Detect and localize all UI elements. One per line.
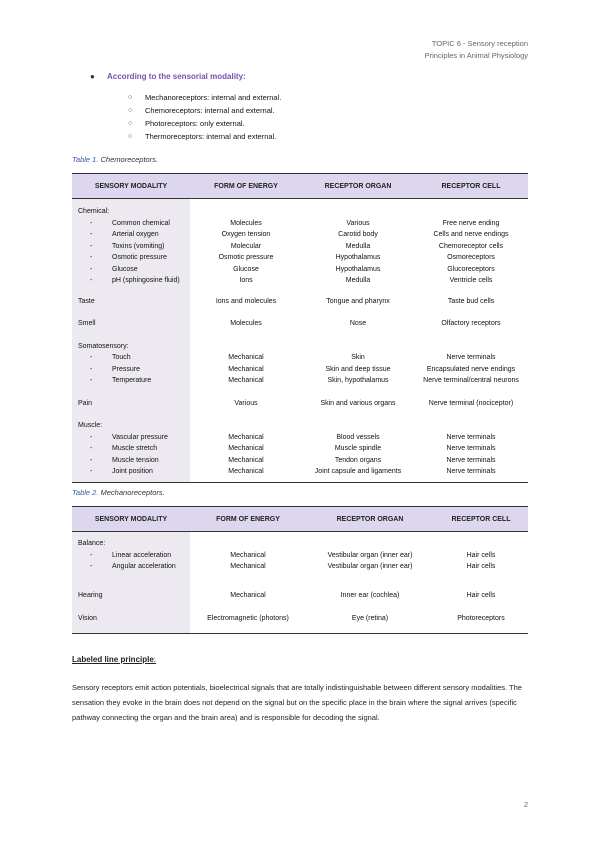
page-number: 2: [523, 800, 528, 809]
table-row: Somatosensory: - Touch - Pressure - Temperature Mechanical Mechanical Mechanical Skin Skin and deep tissue Skin, hypothalamus Nerve terminals Encapsulated nerve endings Nerve terminal/central neurons: [72, 341, 528, 398]
col-header-modality: SENSORY MODALITY: [72, 507, 190, 532]
section-title: Labeled line principle:: [72, 655, 157, 664]
table-row: Chemical: - Common chemical - Arterial oxygen - Toxins (vomiting) - Osmotic pressure - Glucose - pH (sphingosine fluid) Molecules Oxygen tension Molecular Osmotic pressure Glucose Ions Various Carotid body Medulla Hypothalamus Hypothalamus Medulla Free nerve ending Cells and nerve endings Chemoreceptor cells Osmoreceptors Glucoreceptors Ventricle cells: [72, 199, 528, 296]
list-item: ○ Thermoreceptors: internal and external.: [128, 132, 277, 141]
modality-list: [128, 91, 281, 143]
table2: [72, 506, 528, 634]
header-course: Principles in Animal Physiology: [424, 51, 528, 60]
list-item: ○ Chemoreceptors: internal and external.: [128, 106, 275, 115]
circle-bullet-icon: ○: [128, 133, 133, 140]
col-header-cell: RECEPTOR CELL: [434, 507, 528, 532]
col-header-organ: RECEPTOR ORGAN: [306, 507, 434, 532]
table-row: Smell Molecules Nose Olfactory receptors: [72, 318, 528, 341]
col-header-energy: FORM OF ENERGY: [190, 507, 306, 532]
header-topic: TOPIC 6 - Sensory reception: [431, 39, 528, 48]
section-paragraph: Sensory receptors emit action potentials, bioelectrical signals that are totally indistinguishable between different sensory modalities. The sensation they evoke in the brain does not depend on the signal but on the specific place in the brain where the signal arrives (specific pathway connecting the organ and the brain area) and is responsible for decoding the signal.: [72, 683, 522, 722]
table-row: Pain Various Skin and various organs Nerve terminal (nociceptor): [72, 398, 528, 421]
col-header-modality: SENSORY MODALITY: [72, 174, 190, 199]
list-item: ○ Photoreceptors: only external.: [128, 119, 245, 128]
table-row: Hearing Mechanical Inner ear (cochlea) Hair cells: [72, 590, 528, 614]
table1-caption-text: Chemoreceptors.: [100, 155, 159, 164]
running-header: [425, 38, 528, 62]
table-header-row: [72, 174, 528, 199]
col-header-cell: RECEPTOR CELL: [414, 174, 528, 199]
bullet-dot-icon: ●: [90, 72, 95, 81]
col-header-energy: FORM OF ENERGY: [190, 174, 302, 199]
circle-bullet-icon: ○: [128, 94, 133, 101]
table-header-row: [72, 507, 528, 532]
table-row: Taste Ions and molecules Tongue and pharynx Taste bud cells: [72, 296, 528, 319]
bullet-heading-text: According to the sensorial modality:: [107, 72, 246, 81]
bullet-heading: [90, 72, 246, 81]
table2-caption-label: Table 2.: [72, 488, 99, 497]
circle-bullet-icon: ○: [128, 120, 133, 127]
table1-caption-label: Table 1.: [72, 155, 99, 164]
group-title: Chemical:: [78, 208, 110, 215]
table2-caption-text: Mechanoreceptors.: [100, 488, 165, 497]
table2-caption: [72, 488, 165, 497]
table-row: Muscle: - Vascular pressure - Muscle stretch - Muscle tension - Joint position Mechanical Mechanical Mechanical Mechanical Blood vessels Muscle spindle Tendon organs Joint capsule and ligaments Nerve terminals Nerve terminals Nerve terminals Nerve terminals: [72, 420, 528, 482]
circle-bullet-icon: ○: [128, 107, 133, 114]
table1-caption: [72, 155, 158, 164]
table-row: Balance: - Linear acceleration - Angular acceleration Mechanical Mechanical Vestibular organ (inner ear) Vestibular organ (inner ear) Hair cells Hair cells: [72, 532, 528, 590]
list-item: ○ Mechanoreceptors: internal and external.: [128, 93, 282, 102]
table1: [72, 173, 528, 483]
table-row: Vision Electromagnetic (photons) Eye (retina) Photoreceptors: [72, 613, 528, 633]
col-header-organ: RECEPTOR ORGAN: [302, 174, 414, 199]
